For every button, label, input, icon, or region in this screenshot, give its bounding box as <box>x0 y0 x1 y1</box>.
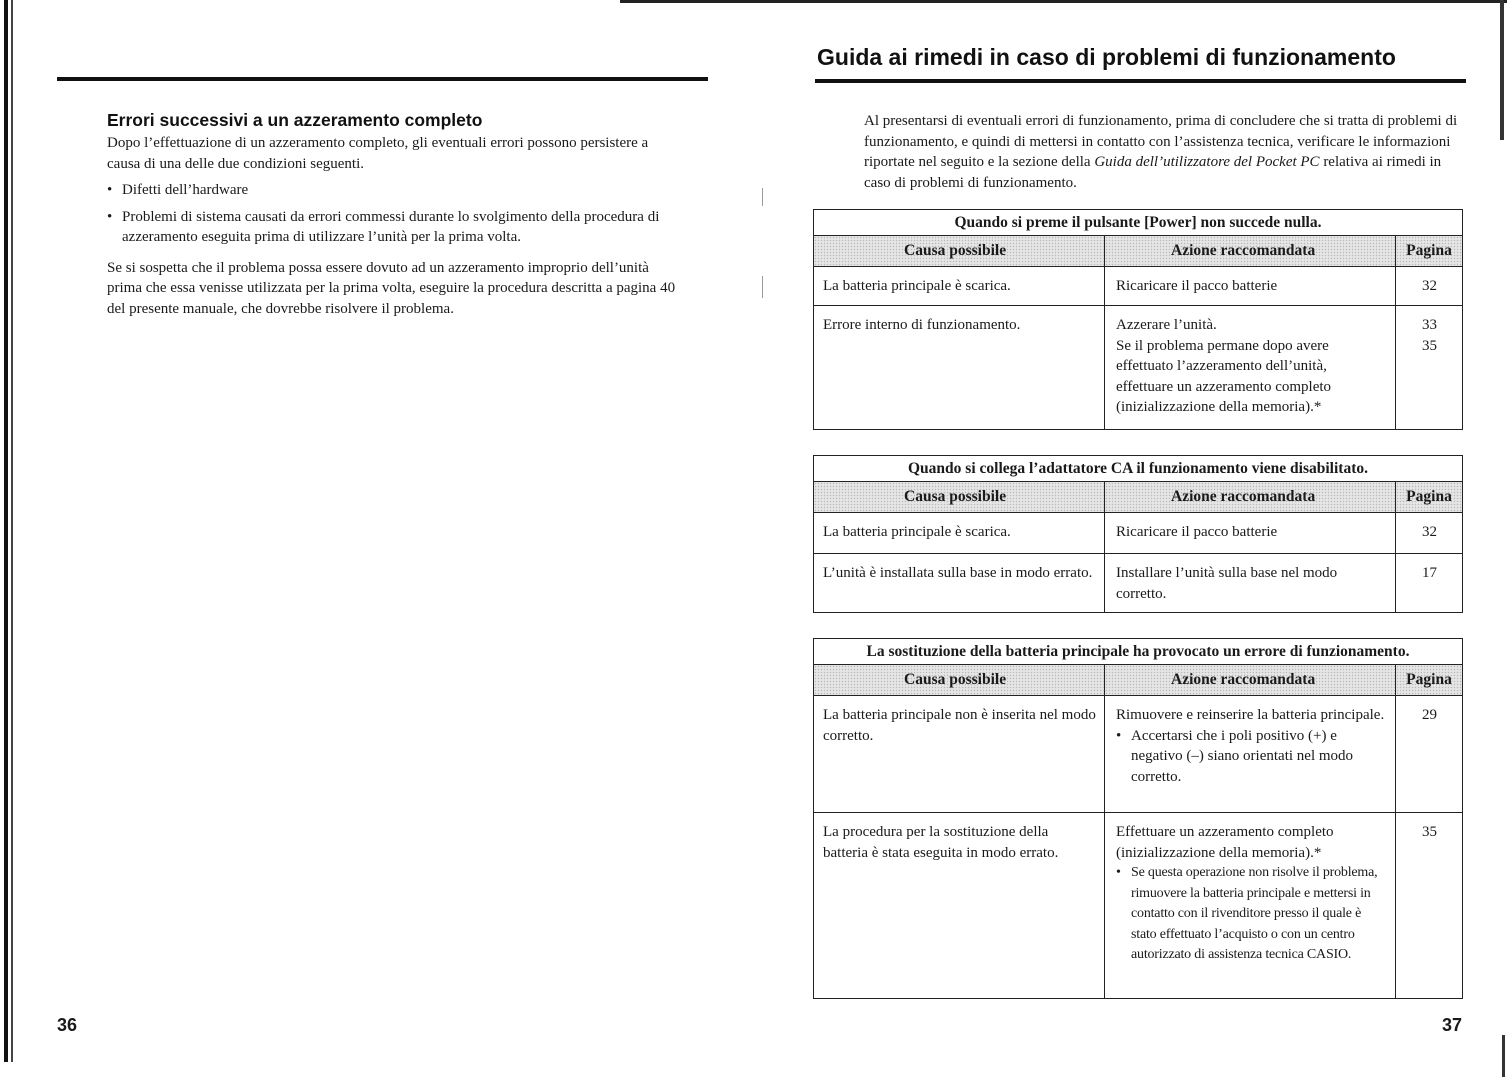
right-page-edge-bottom <box>1502 1035 1505 1077</box>
table-power-button <box>813 209 1463 430</box>
table-body <box>814 513 1462 612</box>
header-action: Azione raccomandata <box>1105 236 1396 266</box>
action-text: Rimuovere e reinserire la batteria principale. <box>1116 707 1385 723</box>
page-number-left: 36 <box>57 1015 78 1035</box>
page-ref: 35 <box>1422 337 1437 354</box>
table-row <box>814 305 1462 429</box>
cell-cause: Errore interno di funzionamento. <box>814 306 1105 429</box>
table-row <box>814 513 1462 553</box>
page-number-right: 37 <box>1442 1015 1463 1035</box>
cell-action: Installare l’unità sulla base nel modo corretto. <box>1105 554 1396 612</box>
action-text: Effettuare un azzeramento completo (inizializzazione della memoria).* <box>1116 824 1334 861</box>
binding-edge-inner <box>11 0 13 1062</box>
binding-edge <box>4 0 8 1062</box>
header-cause: Causa possibile <box>814 482 1105 512</box>
margin-mark <box>762 276 763 298</box>
table-header <box>814 481 1462 513</box>
table-body <box>814 696 1462 998</box>
cell-action: Ricaricare il pacco batterie <box>1105 513 1396 553</box>
list-item: • Se questa operazione non risolve il problema, rimuovere la batteria principale e mettersi in contatto con il rivenditore presso il quale è stato effettuato l’acquisto o con un centro autorizzato di assistenza tecnica CASIO. <box>1116 863 1387 966</box>
table-title: La sostituzione della batteria principale ha provocato un errore di funzionamento. <box>866 643 1410 660</box>
intro-text: Al presentarsi di eventuali errori di funzionamento, prima di concludere che si tratta di problemi di funzionamento, e quindi di mettersi in contatto con l’assistenza tecnica, verificare le informazioni riportate nel seguito e la sezione della <box>864 113 1458 170</box>
header-page: Pagina <box>1406 488 1452 505</box>
table-row <box>814 553 1462 612</box>
section-title: Errori successivi a un azzeramento completo <box>107 110 483 130</box>
cell-cause: La batteria principale è scarica. <box>814 267 1105 305</box>
table-ac-adapter <box>813 455 1463 613</box>
list-item: • Difetti dell’hardware <box>107 180 682 201</box>
action-bullets <box>1116 863 1387 966</box>
cell-cause: L’unità è installata sulla base in modo errato. <box>814 554 1105 612</box>
cell-cause: La procedura per la sostituzione della batteria è stata eseguita in modo errato. <box>814 813 1105 998</box>
cell-action <box>1105 696 1396 812</box>
page-title: Guida ai rimedi in caso di problemi di funzionamento <box>817 44 1396 70</box>
cell-page: 32 <box>1422 524 1437 540</box>
header-action: Azione raccomandata <box>1105 665 1396 695</box>
header-cause: Causa possibile <box>814 665 1105 695</box>
right-header-rule <box>815 79 1466 83</box>
header-page: Pagina <box>1406 671 1452 688</box>
cell-page: 29 <box>1422 707 1437 723</box>
table-title: Quando si preme il pulsante [Power] non succede nulla. <box>954 214 1322 231</box>
table-body <box>814 267 1462 429</box>
left-header-rule <box>57 77 708 81</box>
cell-action: Azzerare l’unità. Se il problema permane dopo avere effettuato l’azzeramento dell’unità, effettuare un azzeramento completo (inizializzazione della memoria).* <box>1105 306 1396 429</box>
cell-action: Ricaricare il pacco batterie <box>1105 267 1396 305</box>
intro-guide-reference: Guida dell’utilizzatore del Pocket PC <box>1094 154 1320 170</box>
table-row <box>814 812 1462 998</box>
cell-page <box>1396 306 1462 429</box>
cell-page: 17 <box>1422 565 1437 581</box>
table-header <box>814 235 1462 267</box>
action-bullets <box>1116 726 1387 788</box>
cell-page: 35 <box>1422 824 1437 840</box>
troubleshooting-intro <box>864 111 1464 193</box>
table-title: Quando si collega l’adattatore CA il funzionamento viene disabilitato. <box>908 460 1368 477</box>
header-cause: Causa possibile <box>814 236 1105 266</box>
intro-text-end: relativa ai rimedi in caso di problemi di funzionamento. <box>864 154 1442 191</box>
section-paragraph: Se si sospetta che il problema possa essere dovuto ad un azzeramento improprio dell’unità prima che essa venisse utilizzata per la prima volta, eseguire la procedura descritta a pagina 40 del presente manuale, che dovrebbe risolvere il problema. <box>107 259 676 317</box>
condition-list <box>107 180 682 248</box>
top-page-edge <box>620 0 1507 3</box>
page-ref: 33 <box>1422 317 1437 333</box>
cell-cause: La batteria principale non è inserita nel modo corretto. <box>814 696 1105 812</box>
cell-cause: La batteria principale è scarica. <box>814 513 1105 553</box>
section-intro: Dopo l’effettuazione di un azzeramento completo, gli eventuali errori possono persistere a causa di una delle due condizioni seguenti. <box>107 135 649 172</box>
left-page-content <box>107 110 682 319</box>
header-action: Azione raccomandata <box>1105 482 1396 512</box>
right-page-edge <box>1500 0 1504 140</box>
header-page: Pagina <box>1406 242 1452 259</box>
table-row <box>814 696 1462 812</box>
table-battery-replacement <box>813 638 1463 999</box>
list-item: • Problemi di sistema causati da errori commessi durante lo svolgimento della procedura di azzeramento eseguita prima di utilizzare l’unità per la prima volta. <box>107 207 682 248</box>
list-item: • Accertarsi che i poli positivo (+) e negativo (–) siano orientati nel modo corretto. <box>1116 726 1387 788</box>
cell-action <box>1105 813 1396 998</box>
cell-page: 32 <box>1422 278 1437 294</box>
table-header <box>814 664 1462 696</box>
table-row <box>814 267 1462 305</box>
margin-mark <box>762 188 763 206</box>
